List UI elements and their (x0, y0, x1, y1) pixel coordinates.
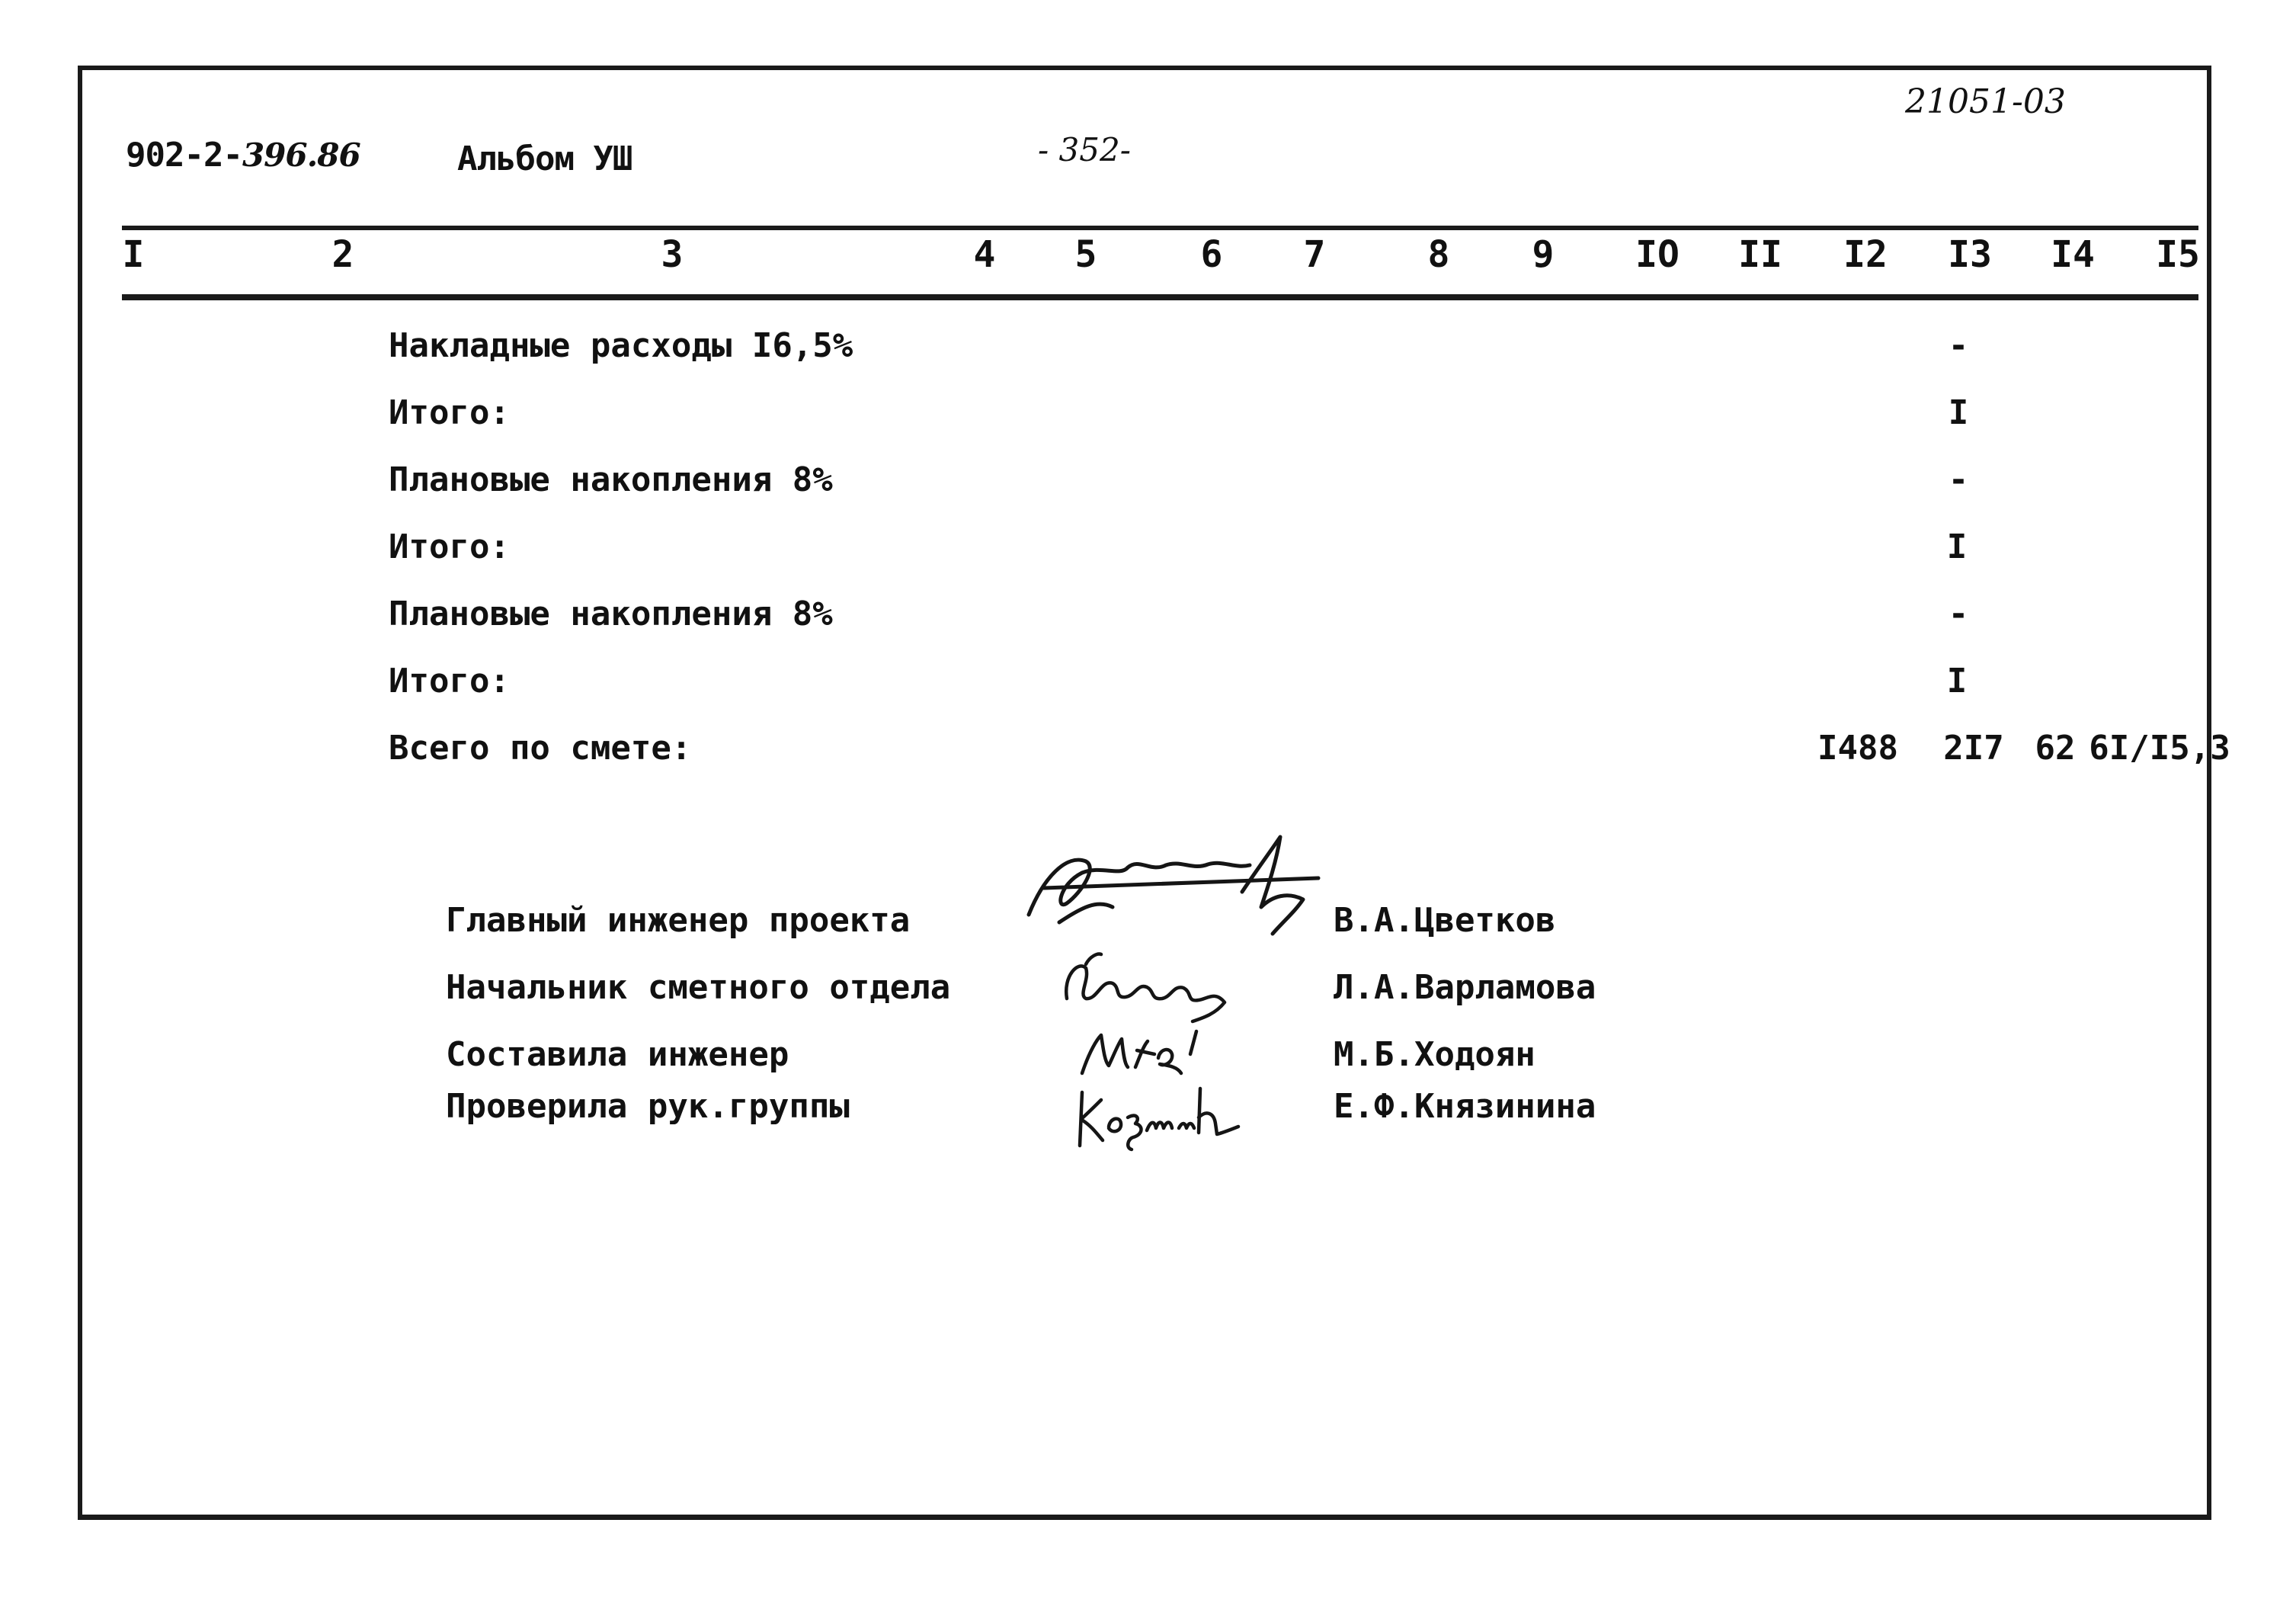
row-label: Итого: (389, 662, 510, 701)
archive-number: 21051-03 (1905, 82, 2066, 121)
row-label: Плановые накопления 8% (389, 595, 833, 633)
row-label: Накладные расходы I6,5% (389, 326, 853, 365)
document-code-prefix: 902-2- (126, 136, 242, 175)
signature-role: Главный инженер проекта (446, 901, 911, 940)
cell-col15: 6I/I5,3 (2089, 729, 2230, 768)
document-code (126, 136, 360, 175)
column-number-15: I5 (2156, 233, 2200, 276)
signature-chief-engineer (1014, 831, 1334, 945)
cell-col13: I (1946, 662, 1968, 701)
row-label: Плановые накопления 8% (389, 460, 833, 499)
signature-group-leader (1071, 1073, 1246, 1157)
column-number-2: 2 (331, 233, 354, 276)
cell-col13: - (1948, 595, 1969, 633)
column-number-1: I (122, 233, 145, 276)
signature-name: Е.Ф.Князинина (1334, 1087, 1596, 1126)
column-number-8: 8 (1427, 233, 1450, 276)
row-label: Всего по смете: (389, 729, 692, 768)
row-label: Итого: (389, 393, 510, 432)
column-number-7: 7 (1303, 233, 1326, 276)
cell-col13: I (1948, 393, 1969, 432)
cell-col12: I488 (1817, 729, 1898, 768)
row-label: Итого: (389, 527, 510, 566)
signature-role: Составила инженер (446, 1035, 789, 1074)
column-number-10: IO (1635, 233, 1680, 276)
album-label: Альбом УШ (457, 139, 632, 178)
signature-estimate-head (1055, 945, 1238, 1029)
document-frame (78, 66, 2211, 1520)
column-number-11: II (1738, 233, 1782, 276)
document-code-handwritten: 396.86 (242, 136, 360, 174)
signature-name: М.Б.Ходоян (1334, 1035, 1535, 1074)
header-top-rule (122, 226, 2198, 230)
column-number-4: 4 (973, 233, 996, 276)
page-number: - 352- (1038, 131, 1131, 168)
column-number-6: 6 (1200, 233, 1223, 276)
signature-name: Л.А.Варламова (1334, 968, 1596, 1007)
column-number-12: I2 (1843, 233, 1888, 276)
cell-col14: 62 (2035, 729, 2076, 768)
cell-col13: - (1948, 460, 1969, 499)
cell-col13: I (1946, 527, 1968, 566)
cell-col13: - (1948, 326, 1969, 365)
header-bottom-rule (122, 294, 2198, 300)
column-number-5: 5 (1074, 233, 1097, 276)
cell-col13: 2I7 (1943, 729, 2004, 768)
signature-name: В.А.Цветков (1334, 901, 1556, 940)
column-number-13: I3 (1948, 233, 1992, 276)
column-number-3: 3 (661, 233, 684, 276)
signature-role: Проверила рук.группы (446, 1087, 850, 1126)
signature-role: Начальник сметного отдела (446, 968, 951, 1007)
column-number-9: 9 (1532, 233, 1555, 276)
column-number-14: I4 (2051, 233, 2095, 276)
